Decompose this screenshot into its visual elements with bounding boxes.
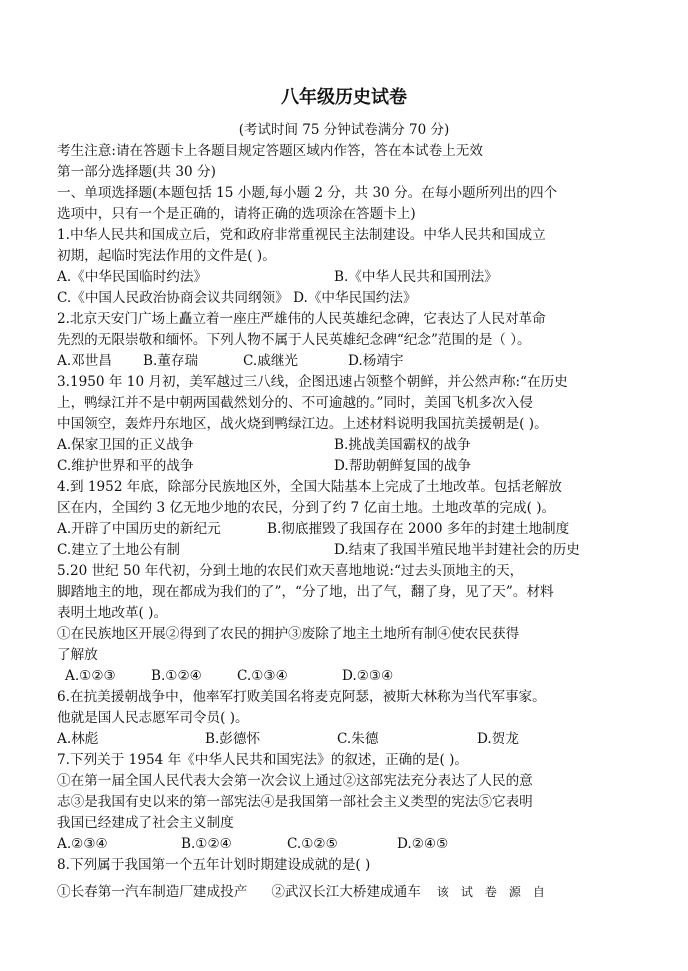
question-7-option-c: C.①②⑤ [287,836,338,852]
question-6-option-a: A.林彪 [57,731,99,747]
question-2-option-c: C.戚继光 [243,353,299,369]
question-7-option-b: B.①②④ [181,836,232,852]
question-4-stem-cont: 区在内，全国约 3 亿无地少地的农民，分到了约 7 亿亩土地。土地改革的完成( )。 [57,500,556,516]
question-6-option-c: C.朱德 [337,731,379,747]
question-8-item-2: ②武汉长江大桥建成通车 [271,884,421,900]
question-5-stem-cont: 脚踏地主的地，现在都成为我们的了”，“分了地，出了气，翻了身，见了天”。材料 [57,584,554,600]
question-4-option-d: D.结束了我国半殖民地半封建社会的历史 [334,542,580,558]
question-2-option-d: D.杨靖宇 [348,353,404,369]
question-7-option-a: A.②③④ [57,836,108,852]
question-2-stem-cont: 先烈的无限崇敬和缅怀。下列人物不属于人民英雄纪念碑“纪念”范围的是（ ）。 [57,332,531,348]
question-1-options-row-2 [57,288,635,309]
notice-line: 考生注意:请在答题卡上各题目规定答题区域内作答，答在本试卷上无效 [57,143,483,159]
question-8-stem: 8.下列属于我国第一个五年计划时期建设成就的是( ) [57,857,371,873]
question-2-stem: 2.北京天安门广场上矗立着一座庄严雄伟的人民英雄纪念碑，它表达了人民对革命 [57,311,546,327]
question-1-stem: 1.中华人民共和国成立后，党和政府非常重视民主法制建设。中华人民共和国成立 [57,227,546,243]
exam-title: 八年级历史试卷 [281,87,407,108]
question-6-stem: 6.在抗美援朝战争中，他率军打败美国名将麦克阿瑟，被斯大林称为当代军事家。 [57,689,546,705]
question-8-items [57,882,635,903]
question-8-item-1: ①长春第一汽车制造厂建成投产 [57,884,248,900]
question-4-options-row-1 [57,519,635,540]
question-5-items: ①在民族地区开展②得到了农民的拥护③废除了地主土地所有制④使农民获得 [57,626,520,642]
question-4-option-b: B.彻底摧毁了我国存在 2000 多年的封建土地制度 [267,521,570,537]
question-4-option-a: A.开辟了中国历史的新纪元 [57,521,221,537]
question-3-option-d: D.帮助朝鲜复国的战争 [334,458,472,474]
question-3-stem-cont: 上，鸭绿江并不是中朝两国截然划分的、不可逾越的。”同时，美国飞机多次入侵 [57,395,533,411]
question-7-option-d: D.②④⑤ [397,836,449,852]
question-4-options-row-2 [57,540,635,561]
question-5-stem-cont-2: 表明土地改革( )。 [57,605,168,621]
question-5-options [57,666,635,687]
part-heading: 第一部分选择题(共 30 分) [57,164,216,180]
question-3-option-c: C.维护世界和平的战争 [57,458,194,474]
section-instruction-line-2: 选项中，只有一个是正确的，请将正确的选项涂在答题卡上) [57,206,416,222]
question-4-option-c: C.建立了土地公有制 [57,542,180,558]
question-5-option-c: C.①③④ [237,668,288,684]
question-5-stem: 5.20 世纪 50 年代初，分到土地的农民们欢天喜地地说:“过去头顶地主的天， [57,563,524,579]
question-7-items-cont-2: 我国已经建成了社会主义制度 [57,815,234,831]
question-6-option-d: D.贺龙 [477,731,519,747]
question-5-option-a: A.①②③ [65,668,116,684]
question-3-option-b: B.挑战美国霸权的战争 [334,437,471,453]
question-6-options [57,729,635,750]
question-2-option-a: A.邓世昌 [57,353,112,369]
question-3-stem-cont-2: 中国领空，轰炸丹东地区，战火烧到鸭绿江边。上述材料说明我国抗美援朝是( )。 [57,416,548,432]
question-7-options [57,834,635,855]
question-3-option-a: A.保家卫国的正义战争 [57,437,194,453]
question-3-options-row-1 [57,435,635,456]
question-1-option-a: A.《中华民国临时约法》 [57,269,208,285]
section-instruction-line-1: 一、单项选择题(本题包括 15 小题,每小题 2 分，共 30 分。在每小题所列出的四个 [57,185,558,201]
exam-body [57,141,635,903]
question-1-option-d: D.《中华民国约法》 [293,290,417,306]
question-7-items: ①在第一届全国人民代表大会第一次会议上通过②这部宪法充分表达了人民的意 [57,773,533,789]
question-1-stem-cont: 初期，起临时宪法作用的文件是( )。 [57,248,276,264]
question-7-stem: 7.下列关于 1954 年《中华人民共和国宪法》的叙述，正确的是( )。 [57,752,468,768]
source-note: 该试卷源自 [436,885,557,899]
question-1-option-c: C.《中国人民政治协商会议共同纲领》 [57,290,289,306]
exam-subtitle: (考试时间 75 分钟试卷满分 70 分) [238,122,450,138]
question-5-option-b: B.①②④ [151,668,202,684]
question-5-items-cont: 了解放 [57,647,98,663]
question-6-stem-cont: 他就是国人民志愿军司令员( )。 [57,710,249,726]
question-1-option-b: B.《中华人民共和国刑法》 [334,269,498,285]
question-3-stem: 3.1950 年 10 月初，美军越过三八线，企图迅速占领整个朝鲜，并公然声称:“在历史 [57,374,568,390]
question-4-stem: 4.到 1952 年底，除部分民族地区外，全国大陆基本上完成了土地改革。包括老解放 [57,479,562,495]
question-2-option-b: B.董存瑞 [143,353,199,369]
question-6-option-b: B.彭德怀 [205,731,261,747]
question-5-option-d: D.②③④ [342,668,394,684]
question-2-options [57,351,635,372]
question-7-items-cont: 志③是我国有史以来的第一部宪法④是我国第一部社会主义类型的宪法⑤它表明 [57,794,533,810]
question-3-options-row-2 [57,456,635,477]
question-1-options-row-1 [57,267,635,288]
